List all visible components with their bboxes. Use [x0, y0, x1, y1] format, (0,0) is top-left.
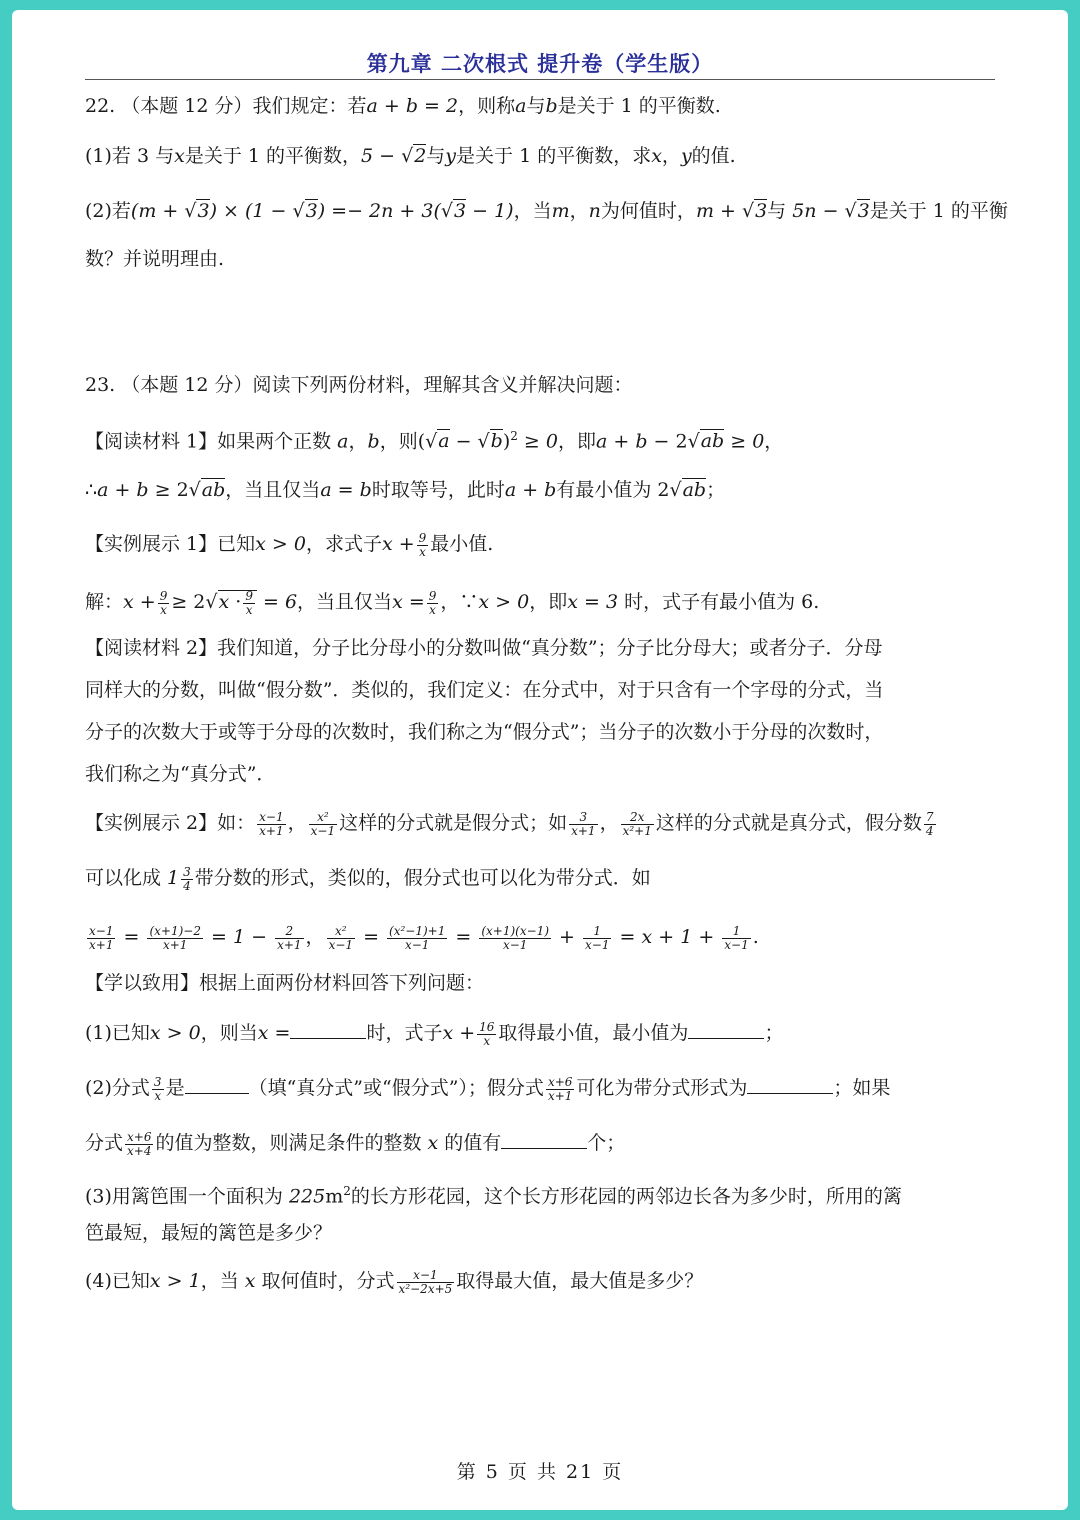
q22-part1: (1)若 3 与x是关于 1 的平衡数，5 − √2与y是关于 1 的平衡数，求x，y的值.: [85, 145, 736, 167]
example2-line2: 可以化成 1 $\frac{3}{4}$ 带分数的形式，类似的，假分式也可以化为带分式．如: [85, 864, 651, 893]
material1-line2: ∴a + b ≥ 2√ab，当且仅当a = b时取等号，此时a + b有最小值为 2√ab；: [85, 479, 726, 501]
apply-q3-line1: (3)用篱笆围一个面积为 $225m^2$的长方形花园，这个长方形花园的两邻边长各为多少时，所用的篱: [85, 1184, 902, 1208]
solution1: 解：x + $\frac{9}{x}$ ≥ 2√x · $\frac{9}{x}$ = 6，当且仅当x = $\frac{9}{x}$ ，∵x > 0，即x = 3 时，式子有最小值为 6.: [85, 588, 820, 617]
answer-blank[interactable]: [747, 1073, 833, 1094]
q22-part2-line2: 数？并说明理由.: [85, 248, 225, 270]
answer-blank[interactable]: [185, 1073, 249, 1094]
apply-q4: (4)已知x > 1，当 x 取何值时，分式 $\frac{x-1}{\text{x²−2x+5}}$ 取得最大值，最大值是多少？: [85, 1267, 704, 1296]
page-number: 第 5 页 共 21 页: [456, 1461, 624, 1483]
example2-line1: 【实例展示 2】如： $\frac{x-1}{x+1}$ ， $\frac{\text{x²}}{x-1}$ 这样的分式就是假分式；如 $\frac{3}{x+1}$ ， $\frac{2x}{\text{x²+1}}$ 这样的分式就是真分式，假分数 $\frac{7}{4}$: [85, 809, 934, 838]
answer-blank[interactable]: [501, 1128, 587, 1149]
apply-q2-line1: (2)分式 $\frac{3}{x}$ 是 （填“真分式”或“假分式”）；假分式 $\frac{x+6}{x+1}$ 可化为带分式形式为 ；如果: [85, 1074, 891, 1103]
exam-page: [12, 10, 1068, 1510]
answer-blank[interactable]: [290, 1018, 366, 1039]
answer-blank[interactable]: [688, 1018, 764, 1039]
material2-line1: 【阅读材料 2】我们知道，分子比分母小的分数叫做“真分数”；分子比分母大；或者分子．分母: [85, 637, 883, 659]
apply-q1: (1)已知x > 0，则当x = 时，式子x + $\frac{16}{x}$ 取得最小值，最小值为 ；: [85, 1019, 784, 1048]
q23-stem: 23. （本题 12 分）阅读下列两份材料，理解其含义并解决问题：: [85, 374, 633, 396]
q22-stem: 22. （本题 12 分）我们规定：若a + b = 2，则称a与b是关于 1 的平衡数.: [85, 95, 721, 117]
example1: 【实例展示 1】已知x > 0，求式子x + $\frac{9}{x}$ 最小值.: [85, 530, 494, 559]
material1-line1: 【阅读材料 1】如果两个正数 a，b，则$(√a - √b)^2 \ge 0$，即a + b − 2√ab ≥ 0，: [85, 429, 784, 453]
page-header-title: 第九章 二次根式 提升卷（学生版）: [366, 51, 714, 76]
apply-q2-line2: 分式 $\frac{x+6}{x+4}$ 的值为整数，则满足条件的整数 x 的值有 个；: [85, 1129, 626, 1158]
material2-line4: 我们称之为“真分式”．: [85, 763, 276, 785]
material2-line2: 同样大的分数，叫做“假分数”．类似的，我们定义：在分式中，对于只含有一个字母的分式，当: [85, 679, 884, 701]
q22-part2-line1: (2)若(m + √3) × (1 − √3) =− 2n + 3(√3 − 1)，当m，n为何值时，m + √3与 5n − √3是关于 1 的平衡: [85, 200, 1008, 222]
example2-equation: $\frac{x-1}{x+1}$ = $\frac{(x+1)-2}{x+1}$ = 1 − $\frac{2}{x+1}$ ， $\frac{\text{x²}}{x-1}$ = $\frac{\text{(x²−1)+1}}{x-1}$ = $\frac{(x+1)(x-1)}{x-1}$ + $\frac{1}{x-1}$ = x + 1 + $\frac{1}{x-1}$ .: [89, 923, 759, 952]
header-divider: [85, 79, 995, 80]
apply-heading: 【学以致用】根据上面两份材料回答下列问题：: [85, 972, 485, 994]
apply-q3-line2: 笆最短，最短的篱笆是多少？: [85, 1222, 333, 1244]
material2-line3: 分子的次数大于或等于分母的次数时，我们称之为“假分式”；当分子的次数小于分母的次数时，: [85, 721, 884, 743]
